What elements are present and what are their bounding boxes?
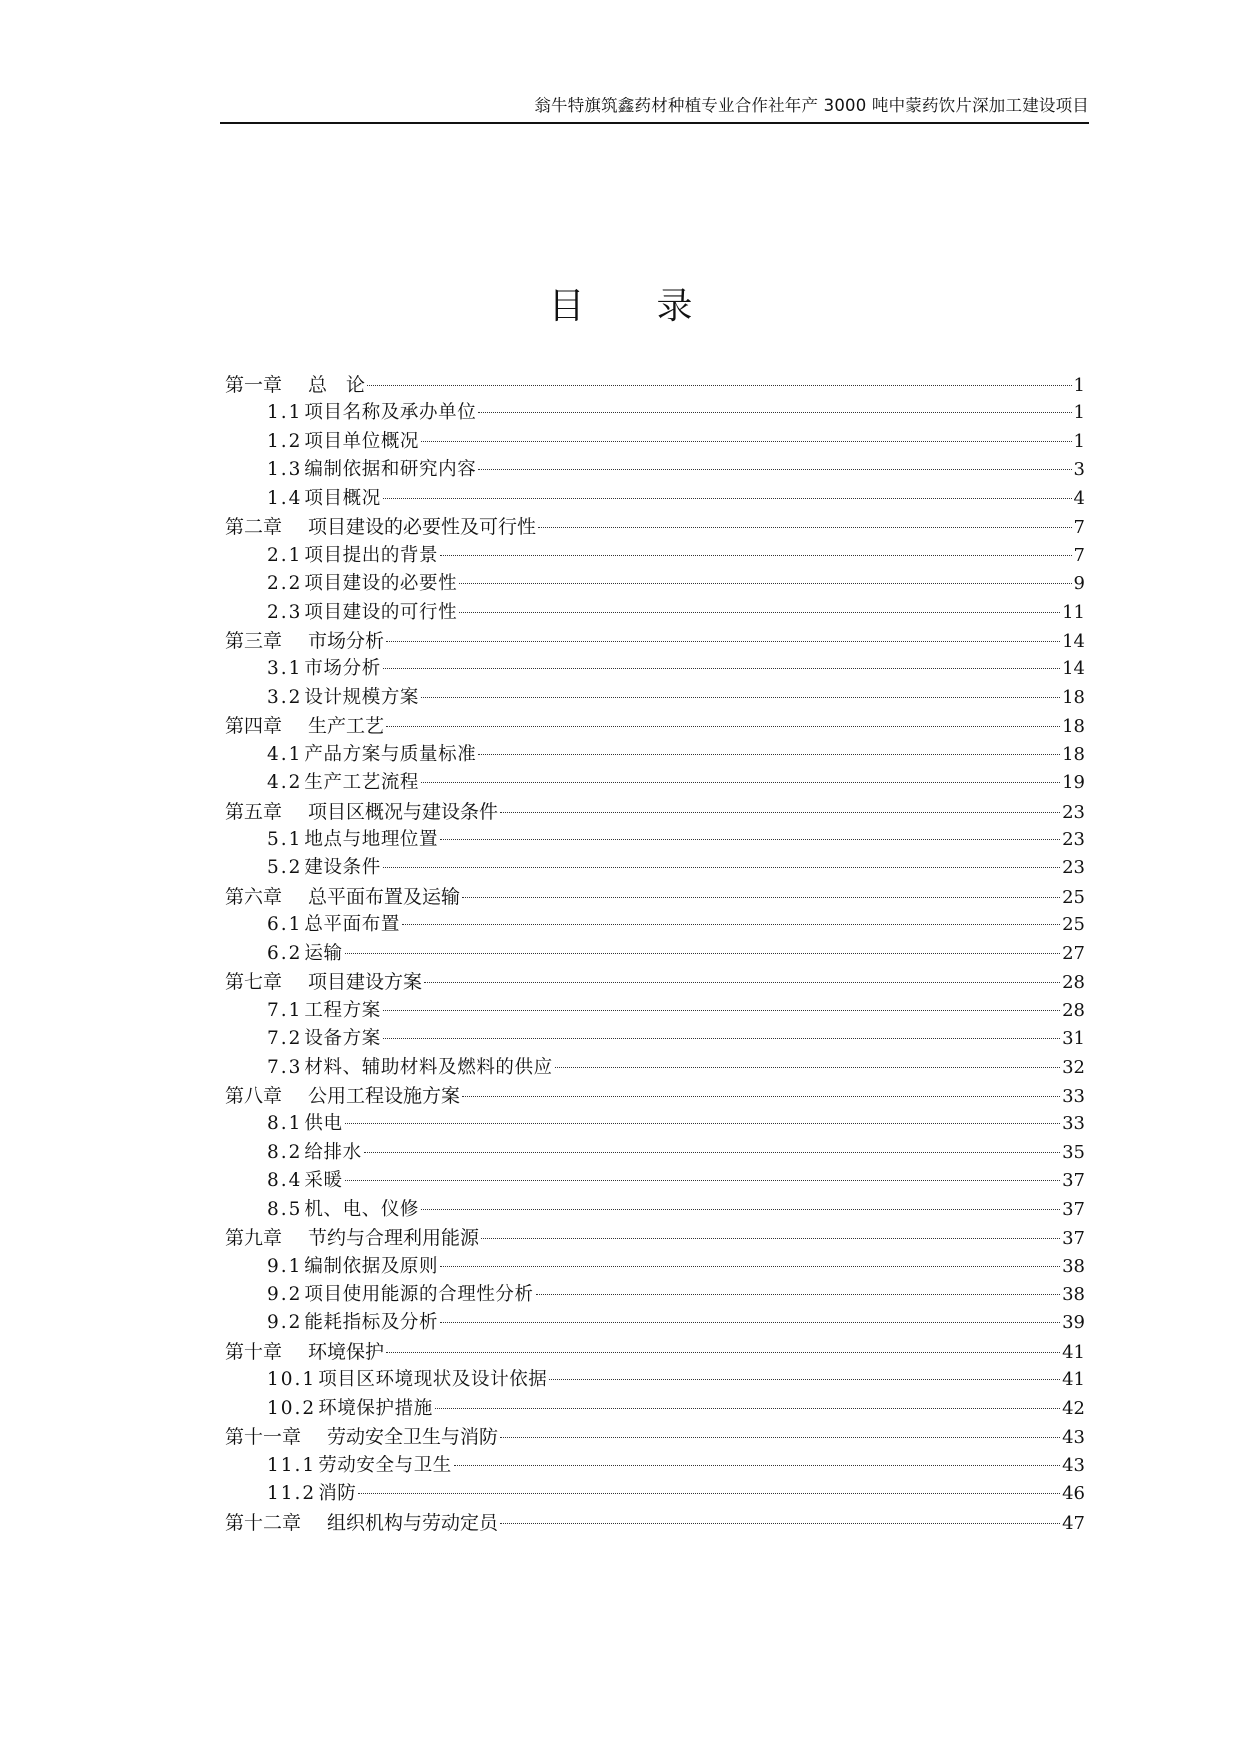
toc-page-number: 23	[1062, 857, 1085, 879]
toc-entry-title: 设备方案	[304, 1028, 381, 1050]
toc-entry-title: 能耗指标及分析	[304, 1312, 439, 1334]
toc-entry-title: 总平面布置及运输	[308, 885, 461, 908]
toc-page-number: 9	[1073, 573, 1085, 595]
toc-chapter-entry[interactable]	[225, 712, 1085, 740]
toc-entry-title: 编制依据和研究内容	[304, 459, 477, 481]
table-of-contents	[225, 371, 1085, 1537]
page-title-char-2: 录	[656, 286, 693, 327]
toc-page-number: 43	[1062, 1427, 1085, 1449]
toc-chapter-entry[interactable]	[225, 371, 1085, 399]
toc-entry-title: 劳动安全卫生与消防	[327, 1426, 499, 1449]
toc-entry-title: 生产工艺	[308, 715, 385, 738]
toc-entry-title: 项目建设的必要性及可行性	[308, 516, 537, 539]
toc-dot-leader	[383, 498, 1072, 499]
toc-section-entry[interactable]	[225, 1253, 1085, 1281]
toc-section-entry[interactable]	[225, 542, 1085, 570]
toc-dot-leader	[549, 1379, 1060, 1380]
toc-dot-leader	[440, 555, 1071, 556]
toc-entry-number: 5.1	[267, 829, 303, 850]
toc-entry-title: 工程方案	[304, 999, 381, 1021]
toc-section-entry[interactable]	[225, 1281, 1085, 1309]
toc-entry-title: 市场分析	[308, 629, 385, 652]
toc-chapter-entry[interactable]	[225, 883, 1085, 911]
toc-entry-title: 机、电、仪修	[304, 1198, 420, 1220]
toc-dot-leader	[440, 839, 1060, 840]
toc-section-entry[interactable]	[225, 456, 1085, 484]
toc-section-entry[interactable]	[225, 655, 1085, 683]
toc-dot-leader	[500, 1437, 1060, 1438]
toc-page-number: 25	[1062, 914, 1085, 936]
toc-section-entry[interactable]	[225, 1480, 1085, 1508]
toc-entry-title: 环境保护	[308, 1340, 385, 1363]
toc-entry-title: 项目提出的背景	[304, 544, 439, 566]
toc-dot-leader	[538, 527, 1072, 528]
toc-entry-number: 10.2	[267, 1397, 317, 1419]
toc-section-entry[interactable]	[225, 911, 1085, 939]
toc-dot-leader	[459, 583, 1071, 584]
toc-entry-title: 项目名称及承办单位	[304, 402, 477, 424]
toc-entry-title: 总平面布置	[304, 914, 400, 936]
toc-page-number: 35	[1062, 1141, 1085, 1163]
toc-section-entry[interactable]	[225, 1139, 1085, 1167]
toc-dot-leader	[459, 612, 1060, 613]
toc-page-number: 37	[1062, 1170, 1085, 1192]
toc-entry-number: 1.1	[267, 402, 303, 424]
toc-page-number: 11	[1062, 601, 1085, 623]
toc-section-entry[interactable]	[225, 940, 1085, 968]
toc-entry-title: 生产工艺流程	[304, 772, 420, 794]
toc-section-entry[interactable]	[225, 1025, 1085, 1053]
toc-entry-title: 总 论	[308, 374, 366, 396]
toc-entry-title: 给排水	[304, 1141, 362, 1163]
toc-page-number: 46	[1062, 1483, 1085, 1505]
toc-entry-number: 3.2	[267, 686, 303, 708]
toc-dot-leader	[462, 1096, 1060, 1097]
toc-chapter-entry[interactable]	[225, 1509, 1085, 1537]
toc-dot-leader	[478, 754, 1060, 755]
toc-dot-leader	[345, 1123, 1060, 1124]
page-title	[0, 278, 1241, 329]
toc-chapter-entry[interactable]	[225, 1338, 1085, 1366]
toc-page-number: 7	[1073, 544, 1085, 566]
toc-chapter-entry[interactable]	[225, 513, 1085, 541]
toc-entry-title: 劳动安全与卫生	[318, 1454, 452, 1476]
toc-dot-leader	[421, 441, 1072, 442]
toc-entry-number: 9.2	[267, 1284, 303, 1305]
toc-entry-number: 2.2	[267, 573, 303, 595]
toc-entry-number: 11.1	[267, 1454, 317, 1476]
toc-dot-leader	[435, 1408, 1060, 1409]
toc-entry-title: 供电	[304, 1113, 343, 1135]
running-header: 翁牛特旗筑鑫药材种植专业合作社年产 3000 吨中蒙药饮片深加工建设项目	[534, 96, 1089, 115]
toc-entry-number: 10.1	[267, 1369, 317, 1391]
toc-chapter-entry[interactable]	[225, 627, 1085, 655]
toc-dot-leader	[364, 1152, 1060, 1153]
toc-entry-number: 6.2	[267, 942, 303, 964]
toc-entry-title: 市场分析	[304, 658, 381, 680]
toc-page-number: 25	[1062, 886, 1085, 908]
toc-entry-number: 7.2	[267, 1028, 303, 1050]
toc-entry-number: 2.1	[267, 544, 303, 566]
toc-section-entry[interactable]	[225, 599, 1085, 627]
toc-entry-number: 第四章	[225, 715, 283, 738]
toc-entry-title: 项目使用能源的合理性分析	[304, 1284, 534, 1305]
toc-entry-number: 6.1	[267, 914, 303, 936]
toc-dot-leader	[440, 1322, 1060, 1323]
toc-entry-number: 2.3	[267, 601, 303, 623]
toc-section-entry[interactable]	[225, 826, 1085, 854]
toc-entry-number: 8.1	[267, 1113, 303, 1135]
toc-page-number: 3	[1073, 459, 1085, 481]
toc-entry-number: 7.3	[267, 1056, 303, 1078]
toc-dot-leader	[345, 1180, 1060, 1181]
toc-entry-title: 建设条件	[304, 857, 381, 879]
toc-entry-title: 项目概况	[304, 487, 381, 509]
toc-dot-leader	[386, 726, 1060, 727]
toc-section-entry[interactable]	[225, 854, 1085, 882]
toc-dot-leader	[555, 1067, 1060, 1068]
toc-entry-number: 4.1	[267, 743, 303, 765]
toc-entry-number: 第十章	[225, 1340, 283, 1363]
toc-dot-leader	[386, 1352, 1060, 1353]
toc-page-number: 43	[1062, 1454, 1085, 1476]
toc-page-number: 31	[1062, 1028, 1085, 1050]
toc-dot-leader	[383, 1038, 1060, 1039]
toc-page-number: 38	[1062, 1284, 1085, 1305]
toc-page-number: 33	[1062, 1113, 1085, 1135]
toc-page-number: 37	[1062, 1228, 1085, 1250]
toc-section-entry[interactable]	[225, 1054, 1085, 1082]
toc-entry-number: 3.1	[267, 658, 303, 680]
toc-page-number: 27	[1062, 942, 1085, 964]
toc-entry-number: 第九章	[225, 1227, 283, 1250]
toc-entry-number: 第十一章	[225, 1426, 302, 1449]
toc-entry-number: 4.2	[267, 772, 303, 794]
toc-entry-title: 公用工程设施方案	[308, 1084, 461, 1107]
toc-page-number: 41	[1062, 1341, 1085, 1363]
toc-entry-number: 第三章	[225, 629, 283, 652]
toc-entry-title: 材料、辅助材料及燃料的供应	[304, 1056, 553, 1078]
toc-chapter-entry[interactable]	[225, 1423, 1085, 1451]
toc-dot-leader	[500, 1523, 1060, 1524]
toc-entry-title: 环境保护措施	[318, 1397, 433, 1419]
toc-page-number: 33	[1062, 1085, 1085, 1107]
toc-entry-number: 9.1	[267, 1255, 303, 1277]
toc-entry-title: 设计规模方案	[304, 686, 420, 708]
toc-page-number: 18	[1062, 716, 1085, 738]
toc-page-number: 28	[1062, 972, 1085, 994]
toc-dot-leader	[386, 641, 1060, 642]
toc-page-number: 19	[1062, 772, 1085, 794]
toc-dot-leader	[383, 867, 1060, 868]
toc-entry-number: 第一章	[225, 374, 283, 396]
toc-entry-number: 9.2	[267, 1312, 303, 1334]
toc-page-number: 4	[1073, 487, 1085, 509]
toc-page-number: 1	[1073, 375, 1085, 396]
toc-section-entry[interactable]	[225, 428, 1085, 456]
toc-entry-number: 7.1	[267, 999, 303, 1021]
toc-page-number: 18	[1062, 686, 1085, 708]
toc-page-number: 38	[1062, 1255, 1085, 1277]
toc-page-number: 41	[1062, 1369, 1085, 1391]
toc-entry-number: 第十二章	[225, 1511, 302, 1534]
toc-page-number: 28	[1062, 999, 1085, 1021]
toc-dot-leader	[478, 412, 1071, 413]
toc-entry-number: 第五章	[225, 800, 283, 823]
toc-chapter-entry[interactable]	[225, 1082, 1085, 1110]
toc-dot-leader	[402, 924, 1060, 925]
toc-entry-number: 1.3	[267, 459, 303, 481]
toc-chapter-entry[interactable]	[225, 968, 1085, 996]
toc-page-number: 39	[1062, 1312, 1085, 1334]
toc-entry-title: 项目建设方案	[308, 971, 423, 994]
toc-entry-title: 项目区概况与建设条件	[308, 800, 499, 823]
toc-dot-leader	[345, 953, 1060, 954]
toc-entry-title: 项目区环境现状及设计依据	[318, 1369, 548, 1391]
toc-dot-leader	[500, 812, 1060, 813]
toc-entry-number: 8.5	[267, 1198, 303, 1220]
toc-page-number: 1	[1073, 430, 1085, 452]
toc-dot-leader	[454, 1465, 1060, 1466]
toc-entry-title: 组织机构与劳动定员	[327, 1511, 499, 1534]
toc-page-number: 32	[1062, 1056, 1085, 1078]
toc-entry-number: 1.2	[267, 430, 303, 452]
toc-entry-title: 地点与地理位置	[304, 829, 439, 850]
toc-dot-leader	[481, 1238, 1060, 1239]
toc-dot-leader	[421, 697, 1060, 698]
toc-page-number: 23	[1062, 829, 1085, 850]
toc-page-number: 47	[1062, 1512, 1085, 1534]
toc-section-entry[interactable]	[225, 570, 1085, 598]
toc-entry-number: 11.2	[267, 1483, 317, 1505]
toc-dot-leader	[383, 1010, 1060, 1011]
toc-section-entry[interactable]	[225, 1395, 1085, 1423]
toc-page-number: 23	[1062, 801, 1085, 823]
toc-dot-leader	[424, 982, 1060, 983]
toc-dot-leader	[358, 1493, 1060, 1494]
header-divider	[220, 122, 1089, 124]
toc-entry-number: 第二章	[225, 516, 283, 539]
toc-section-entry[interactable]	[225, 997, 1085, 1025]
toc-page-number: 14	[1062, 658, 1085, 680]
toc-section-entry[interactable]	[225, 1196, 1085, 1224]
toc-entry-number: 第六章	[225, 885, 283, 908]
toc-entry-title: 项目单位概况	[304, 430, 420, 452]
toc-entry-title: 采暖	[304, 1170, 343, 1192]
toc-section-entry[interactable]	[225, 1452, 1085, 1480]
toc-section-entry[interactable]	[225, 1167, 1085, 1195]
toc-section-entry[interactable]	[225, 399, 1085, 427]
toc-dot-leader	[383, 668, 1060, 669]
toc-dot-leader	[421, 782, 1060, 783]
toc-entry-title: 编制依据及原则	[304, 1255, 439, 1277]
toc-page-number: 7	[1073, 517, 1085, 539]
toc-entry-number: 8.2	[267, 1141, 303, 1163]
toc-dot-leader	[536, 1294, 1060, 1295]
toc-section-entry[interactable]	[225, 741, 1085, 769]
toc-entry-title: 产品方案与质量标准	[304, 743, 477, 765]
toc-dot-leader	[462, 897, 1060, 898]
toc-section-entry[interactable]	[225, 684, 1085, 712]
toc-entry-title: 项目建设的必要性	[304, 573, 458, 595]
toc-entry-title: 项目建设的可行性	[304, 601, 458, 623]
toc-chapter-entry[interactable]	[225, 1224, 1085, 1252]
toc-section-entry[interactable]	[225, 485, 1085, 513]
toc-entry-title: 运输	[304, 942, 343, 964]
toc-page-number: 18	[1062, 743, 1085, 765]
toc-section-entry[interactable]	[225, 1366, 1085, 1394]
toc-entry-title: 节约与合理利用能源	[308, 1227, 480, 1250]
toc-page-number: 37	[1062, 1198, 1085, 1220]
toc-section-entry[interactable]	[225, 1110, 1085, 1138]
toc-dot-leader	[421, 1209, 1060, 1210]
toc-entry-number: 第七章	[225, 971, 283, 994]
toc-page-number: 14	[1062, 630, 1085, 652]
toc-section-entry[interactable]	[225, 1309, 1085, 1337]
toc-entry-number: 1.4	[267, 487, 303, 509]
toc-dot-leader	[478, 469, 1071, 470]
toc-page-number: 42	[1062, 1397, 1085, 1419]
toc-entry-number: 8.4	[267, 1170, 303, 1192]
page-title-char-1: 目	[548, 286, 585, 327]
toc-entry-number: 5.2	[267, 857, 303, 879]
toc-chapter-entry[interactable]	[225, 798, 1085, 826]
toc-entry-title: 消防	[318, 1483, 357, 1505]
toc-dot-leader	[367, 385, 1072, 386]
toc-entry-number: 第八章	[225, 1084, 283, 1107]
toc-page-number: 1	[1073, 402, 1085, 424]
toc-dot-leader	[440, 1266, 1060, 1267]
toc-section-entry[interactable]	[225, 769, 1085, 797]
